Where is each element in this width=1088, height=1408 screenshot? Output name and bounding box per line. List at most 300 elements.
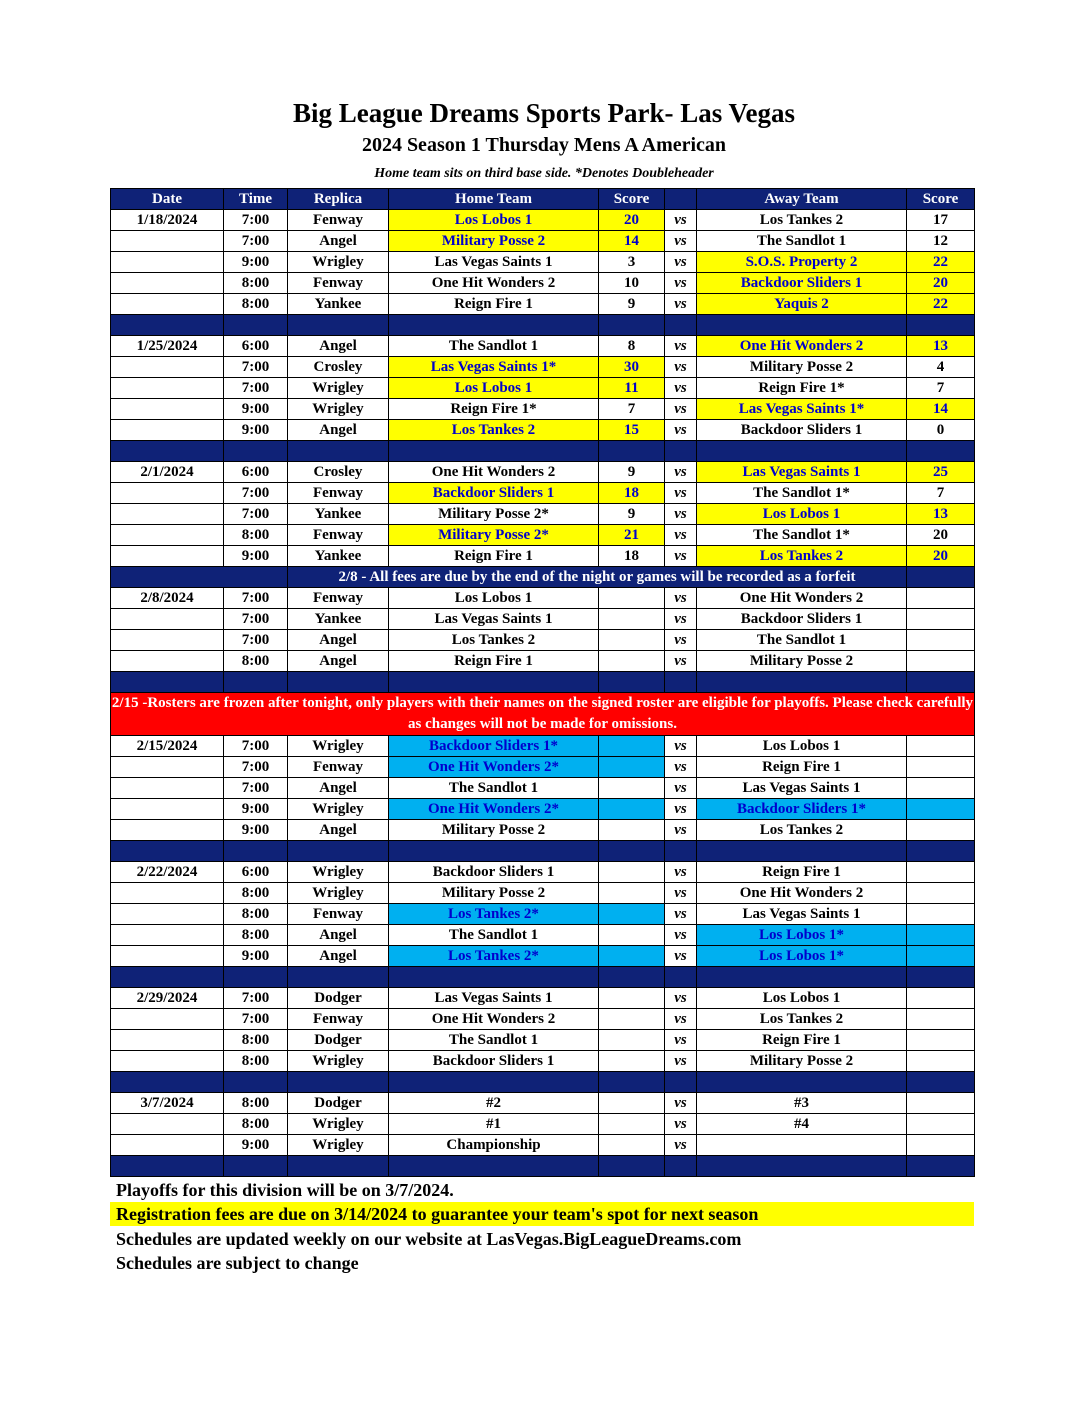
separator-cell	[288, 315, 389, 336]
home-team: Backdoor Sliders 1*	[389, 736, 599, 757]
away-score	[907, 1030, 975, 1051]
away-team: Las Vegas Saints 1	[697, 462, 907, 483]
away-score	[907, 1009, 975, 1030]
away-team: Los Lobos 1	[697, 988, 907, 1009]
game-date	[111, 651, 224, 672]
separator-row	[111, 967, 975, 988]
vs-label: vs	[665, 862, 697, 883]
vs-label: vs	[665, 420, 697, 441]
away-score	[907, 736, 975, 757]
game-time: 7:00	[224, 988, 288, 1009]
separator-cell	[665, 967, 697, 988]
vs-label: vs	[665, 799, 697, 820]
vs-label: vs	[665, 546, 697, 567]
notice-text: 2/8 - All fees are due by the end of the night or games will be recorded as a forfeit	[288, 567, 907, 588]
game-row	[111, 904, 975, 925]
game-date: 1/25/2024	[111, 336, 224, 357]
home-score	[599, 988, 665, 1009]
game-time: 9:00	[224, 252, 288, 273]
game-row	[111, 1051, 975, 1072]
away-team: Los Tankes 2	[697, 1009, 907, 1030]
home-score: 10	[599, 273, 665, 294]
separator-cell	[111, 967, 224, 988]
game-row	[111, 420, 975, 441]
game-date	[111, 483, 224, 504]
home-score	[599, 1114, 665, 1135]
separator-cell	[224, 1072, 288, 1093]
separator-cell	[697, 441, 907, 462]
game-field: Angel	[288, 420, 389, 441]
away-score: 20	[907, 525, 975, 546]
away-team: Military Posse 2	[697, 357, 907, 378]
separator-cell	[599, 441, 665, 462]
home-team: Backdoor Sliders 1	[389, 1051, 599, 1072]
home-score	[599, 1051, 665, 1072]
game-time: 7:00	[224, 504, 288, 525]
game-date: 2/22/2024	[111, 862, 224, 883]
game-field: Wrigley	[288, 1051, 389, 1072]
game-field: Wrigley	[288, 736, 389, 757]
separator-cell	[697, 1072, 907, 1093]
game-date	[111, 820, 224, 841]
away-score	[907, 925, 975, 946]
game-time: 8:00	[224, 1051, 288, 1072]
game-row	[111, 462, 975, 483]
vs-label: vs	[665, 778, 697, 799]
separator-row	[111, 315, 975, 336]
game-row	[111, 210, 975, 231]
separator-cell	[599, 1072, 665, 1093]
home-score: 3	[599, 252, 665, 273]
game-date: 2/15/2024	[111, 736, 224, 757]
separator-cell	[111, 672, 224, 693]
game-time: 8:00	[224, 294, 288, 315]
separator-cell	[224, 315, 288, 336]
game-row	[111, 1093, 975, 1114]
vs-label: vs	[665, 1009, 697, 1030]
home-team: Military Posse 2*	[389, 504, 599, 525]
game-time: 8:00	[224, 1093, 288, 1114]
game-time: 6:00	[224, 462, 288, 483]
away-score	[907, 609, 975, 630]
game-time: 8:00	[224, 525, 288, 546]
separator-cell	[599, 841, 665, 862]
away-score	[907, 904, 975, 925]
away-score: 7	[907, 483, 975, 504]
home-team: Military Posse 2	[389, 883, 599, 904]
game-date	[111, 883, 224, 904]
game-date	[111, 273, 224, 294]
separator-cell	[697, 315, 907, 336]
game-date	[111, 1051, 224, 1072]
game-row	[111, 778, 975, 799]
game-field: Yankee	[288, 546, 389, 567]
home-team: The Sandlot 1	[389, 336, 599, 357]
separator-cell	[111, 441, 224, 462]
game-field: Angel	[288, 651, 389, 672]
home-score	[599, 1009, 665, 1030]
game-field: Wrigley	[288, 799, 389, 820]
vs-label: vs	[665, 336, 697, 357]
separator-cell	[697, 841, 907, 862]
home-score: 21	[599, 525, 665, 546]
schedule-body	[111, 210, 975, 1177]
home-team: Reign Fire 1	[389, 294, 599, 315]
page-note: Home team sits on third base side. *Denotes Doubleheader	[374, 166, 714, 181]
col-away-score: Score	[907, 189, 975, 210]
roster-alert-row	[111, 693, 975, 736]
separator-cell	[224, 1156, 288, 1177]
away-score: 22	[907, 252, 975, 273]
game-date	[111, 504, 224, 525]
game-time: 6:00	[224, 336, 288, 357]
separator-row	[111, 672, 975, 693]
away-score	[907, 799, 975, 820]
home-team: Los Tankes 2	[389, 420, 599, 441]
home-team: Reign Fire 1	[389, 546, 599, 567]
separator-cell	[389, 441, 599, 462]
separator-cell	[907, 672, 975, 693]
vs-label: vs	[665, 757, 697, 778]
game-date: 2/29/2024	[111, 988, 224, 1009]
roster-alert-text: 2/15 -Rosters are frozen after tonight, only players with their names on the signed roster are eligible for playoffs. Please check carefully as changes will not be made for omissions.	[111, 693, 975, 736]
game-date	[111, 630, 224, 651]
game-row	[111, 525, 975, 546]
away-score	[907, 1114, 975, 1135]
away-score	[907, 883, 975, 904]
separator-cell	[599, 672, 665, 693]
col-replica: Replica	[288, 189, 389, 210]
home-score: 30	[599, 357, 665, 378]
away-score	[907, 1093, 975, 1114]
away-score	[907, 588, 975, 609]
game-row	[111, 862, 975, 883]
away-team: The Sandlot 1*	[697, 525, 907, 546]
game-row	[111, 820, 975, 841]
game-row	[111, 736, 975, 757]
game-field: Angel	[288, 630, 389, 651]
separator-cell	[907, 441, 975, 462]
vs-label: vs	[665, 883, 697, 904]
game-row	[111, 988, 975, 1009]
separator-cell	[288, 1072, 389, 1093]
separator-cell	[697, 967, 907, 988]
home-score	[599, 925, 665, 946]
separator-cell	[389, 841, 599, 862]
home-team: Los Lobos 1	[389, 378, 599, 399]
game-date	[111, 420, 224, 441]
separator-cell	[665, 672, 697, 693]
separator-row	[111, 1156, 975, 1177]
separator-cell	[907, 841, 975, 862]
game-time: 9:00	[224, 820, 288, 841]
away-score	[907, 1135, 975, 1156]
away-team: One Hit Wonders 2	[697, 336, 907, 357]
away-score	[907, 651, 975, 672]
game-field: Angel	[288, 231, 389, 252]
header-row	[111, 189, 975, 210]
vs-label: vs	[665, 357, 697, 378]
home-score: 9	[599, 504, 665, 525]
home-team: One Hit Wonders 2	[389, 462, 599, 483]
away-team: Military Posse 2	[697, 651, 907, 672]
game-time: 8:00	[224, 883, 288, 904]
game-time: 9:00	[224, 546, 288, 567]
away-team	[697, 1135, 907, 1156]
game-row	[111, 504, 975, 525]
away-score: 0	[907, 420, 975, 441]
game-time: 7:00	[224, 588, 288, 609]
page-subtitle: 2024 Season 1 Thursday Mens A American	[361, 134, 727, 156]
vs-label: vs	[665, 736, 697, 757]
vs-label: vs	[665, 925, 697, 946]
vs-label: vs	[665, 1030, 697, 1051]
home-team: One Hit Wonders 2	[389, 273, 599, 294]
game-time: 7:00	[224, 378, 288, 399]
separator-cell	[389, 1072, 599, 1093]
away-score	[907, 778, 975, 799]
home-team: Championship	[389, 1135, 599, 1156]
away-score: 25	[907, 462, 975, 483]
vs-label: vs	[665, 399, 697, 420]
home-score	[599, 609, 665, 630]
home-score	[599, 904, 665, 925]
game-time: 7:00	[224, 736, 288, 757]
home-team: One Hit Wonders 2*	[389, 757, 599, 778]
home-score: 18	[599, 546, 665, 567]
game-row	[111, 252, 975, 273]
vs-label: vs	[665, 483, 697, 504]
game-time: 8:00	[224, 1030, 288, 1051]
game-field: Wrigley	[288, 883, 389, 904]
away-score: 4	[907, 357, 975, 378]
game-row	[111, 799, 975, 820]
game-date	[111, 546, 224, 567]
game-time: 7:00	[224, 483, 288, 504]
away-team: Los Lobos 1*	[697, 946, 907, 967]
vs-label: vs	[665, 820, 697, 841]
separator-cell	[907, 1072, 975, 1093]
separator-cell	[111, 1156, 224, 1177]
home-score: 18	[599, 483, 665, 504]
game-date	[111, 399, 224, 420]
away-score: 7	[907, 378, 975, 399]
home-score	[599, 1093, 665, 1114]
game-field: Crosley	[288, 357, 389, 378]
home-score	[599, 778, 665, 799]
home-team: One Hit Wonders 2*	[389, 799, 599, 820]
away-team: Backdoor Sliders 1*	[697, 799, 907, 820]
home-team: The Sandlot 1	[389, 925, 599, 946]
away-team: Las Vegas Saints 1	[697, 778, 907, 799]
home-score	[599, 1030, 665, 1051]
home-team: Los Tankes 2	[389, 630, 599, 651]
separator-cell	[389, 967, 599, 988]
game-row	[111, 1114, 975, 1135]
separator-cell	[224, 672, 288, 693]
vs-label: vs	[665, 609, 697, 630]
separator-cell	[907, 315, 975, 336]
separator-cell	[907, 1156, 975, 1177]
separator-cell	[599, 1156, 665, 1177]
game-field: Angel	[288, 336, 389, 357]
game-field: Wrigley	[288, 862, 389, 883]
game-field: Fenway	[288, 904, 389, 925]
away-team: Las Vegas Saints 1	[697, 904, 907, 925]
away-score: 13	[907, 336, 975, 357]
vs-label: vs	[665, 294, 697, 315]
game-field: Dodger	[288, 1030, 389, 1051]
home-score: 15	[599, 420, 665, 441]
vs-label: vs	[665, 904, 697, 925]
away-score	[907, 757, 975, 778]
game-row	[111, 651, 975, 672]
away-team: Los Lobos 1*	[697, 925, 907, 946]
schedule-table	[110, 188, 975, 1177]
away-score: 20	[907, 273, 975, 294]
game-row	[111, 1030, 975, 1051]
vs-label: vs	[665, 588, 697, 609]
game-time: 9:00	[224, 946, 288, 967]
away-team: One Hit Wonders 2	[697, 588, 907, 609]
game-date	[111, 778, 224, 799]
col-time: Time	[224, 189, 288, 210]
game-field: Angel	[288, 946, 389, 967]
home-score	[599, 651, 665, 672]
home-team: Reign Fire 1*	[389, 399, 599, 420]
vs-label: vs	[665, 1114, 697, 1135]
game-field: Wrigley	[288, 399, 389, 420]
home-team: Reign Fire 1	[389, 651, 599, 672]
game-time: 7:00	[224, 1009, 288, 1030]
game-field: Angel	[288, 778, 389, 799]
game-field: Wrigley	[288, 378, 389, 399]
game-date	[111, 378, 224, 399]
home-team: Military Posse 2	[389, 820, 599, 841]
game-field: Yankee	[288, 609, 389, 630]
home-team: Backdoor Sliders 1	[389, 483, 599, 504]
home-team: Military Posse 2*	[389, 525, 599, 546]
separator-cell	[907, 967, 975, 988]
game-time: 9:00	[224, 1135, 288, 1156]
game-field: Wrigley	[288, 1114, 389, 1135]
separator-cell	[389, 315, 599, 336]
separator-cell	[665, 1156, 697, 1177]
home-score	[599, 1135, 665, 1156]
game-field: Dodger	[288, 988, 389, 1009]
game-field: Fenway	[288, 1009, 389, 1030]
game-time: 7:00	[224, 757, 288, 778]
game-row	[111, 588, 975, 609]
game-row	[111, 609, 975, 630]
home-score: 11	[599, 378, 665, 399]
separator-cell	[665, 315, 697, 336]
home-team: Las Vegas Saints 1	[389, 252, 599, 273]
separator-row	[111, 841, 975, 862]
game-field: Crosley	[288, 462, 389, 483]
separator-cell	[288, 1156, 389, 1177]
away-score: 14	[907, 399, 975, 420]
home-team: #2	[389, 1093, 599, 1114]
home-score	[599, 757, 665, 778]
game-row	[111, 546, 975, 567]
game-row	[111, 378, 975, 399]
separator-row	[111, 1072, 975, 1093]
game-time: 7:00	[224, 778, 288, 799]
footer-website: Schedules are updated weekly on our website at LasVegas.BigLeagueDreams.com	[116, 1229, 742, 1249]
game-row	[111, 946, 975, 967]
separator-cell	[288, 967, 389, 988]
game-date: 3/7/2024	[111, 1093, 224, 1114]
away-team: Backdoor Sliders 1	[697, 420, 907, 441]
away-team: Reign Fire 1	[697, 757, 907, 778]
away-score: 17	[907, 210, 975, 231]
home-team: Las Vegas Saints 1*	[389, 357, 599, 378]
game-time: 7:00	[224, 630, 288, 651]
game-field: Fenway	[288, 483, 389, 504]
game-field: Fenway	[288, 210, 389, 231]
game-field: Fenway	[288, 588, 389, 609]
away-team: #4	[697, 1114, 907, 1135]
vs-label: vs	[665, 252, 697, 273]
notice-row	[111, 567, 975, 588]
notice-spacer	[907, 567, 975, 588]
home-score: 20	[599, 210, 665, 231]
home-score: 9	[599, 294, 665, 315]
game-row	[111, 630, 975, 651]
game-field: Yankee	[288, 504, 389, 525]
away-score: 12	[907, 231, 975, 252]
separator-cell	[665, 841, 697, 862]
away-team: S.O.S. Property 2	[697, 252, 907, 273]
away-score	[907, 862, 975, 883]
vs-label: vs	[665, 1135, 697, 1156]
home-score: 7	[599, 399, 665, 420]
game-date	[111, 1135, 224, 1156]
game-row	[111, 294, 975, 315]
away-team: Los Tankes 2	[697, 546, 907, 567]
game-time: 6:00	[224, 862, 288, 883]
home-team: The Sandlot 1	[389, 1030, 599, 1051]
home-team: Backdoor Sliders 1	[389, 862, 599, 883]
away-score: 20	[907, 546, 975, 567]
vs-label: vs	[665, 210, 697, 231]
home-team: Los Lobos 1	[389, 588, 599, 609]
separator-cell	[111, 841, 224, 862]
separator-cell	[599, 967, 665, 988]
away-team: Yaquis 2	[697, 294, 907, 315]
away-score	[907, 988, 975, 1009]
footer-change: Schedules are subject to change	[116, 1253, 359, 1273]
away-team: #3	[697, 1093, 907, 1114]
game-date	[111, 925, 224, 946]
game-time: 8:00	[224, 651, 288, 672]
game-time: 9:00	[224, 799, 288, 820]
home-score	[599, 862, 665, 883]
vs-label: vs	[665, 651, 697, 672]
col-date: Date	[111, 189, 224, 210]
game-time: 9:00	[224, 420, 288, 441]
game-row	[111, 483, 975, 504]
away-team: Backdoor Sliders 1	[697, 609, 907, 630]
away-team: Reign Fire 1	[697, 862, 907, 883]
away-score: 22	[907, 294, 975, 315]
away-score	[907, 630, 975, 651]
col-home-score: Score	[599, 189, 665, 210]
vs-label: vs	[665, 462, 697, 483]
vs-label: vs	[665, 988, 697, 1009]
game-date	[111, 525, 224, 546]
